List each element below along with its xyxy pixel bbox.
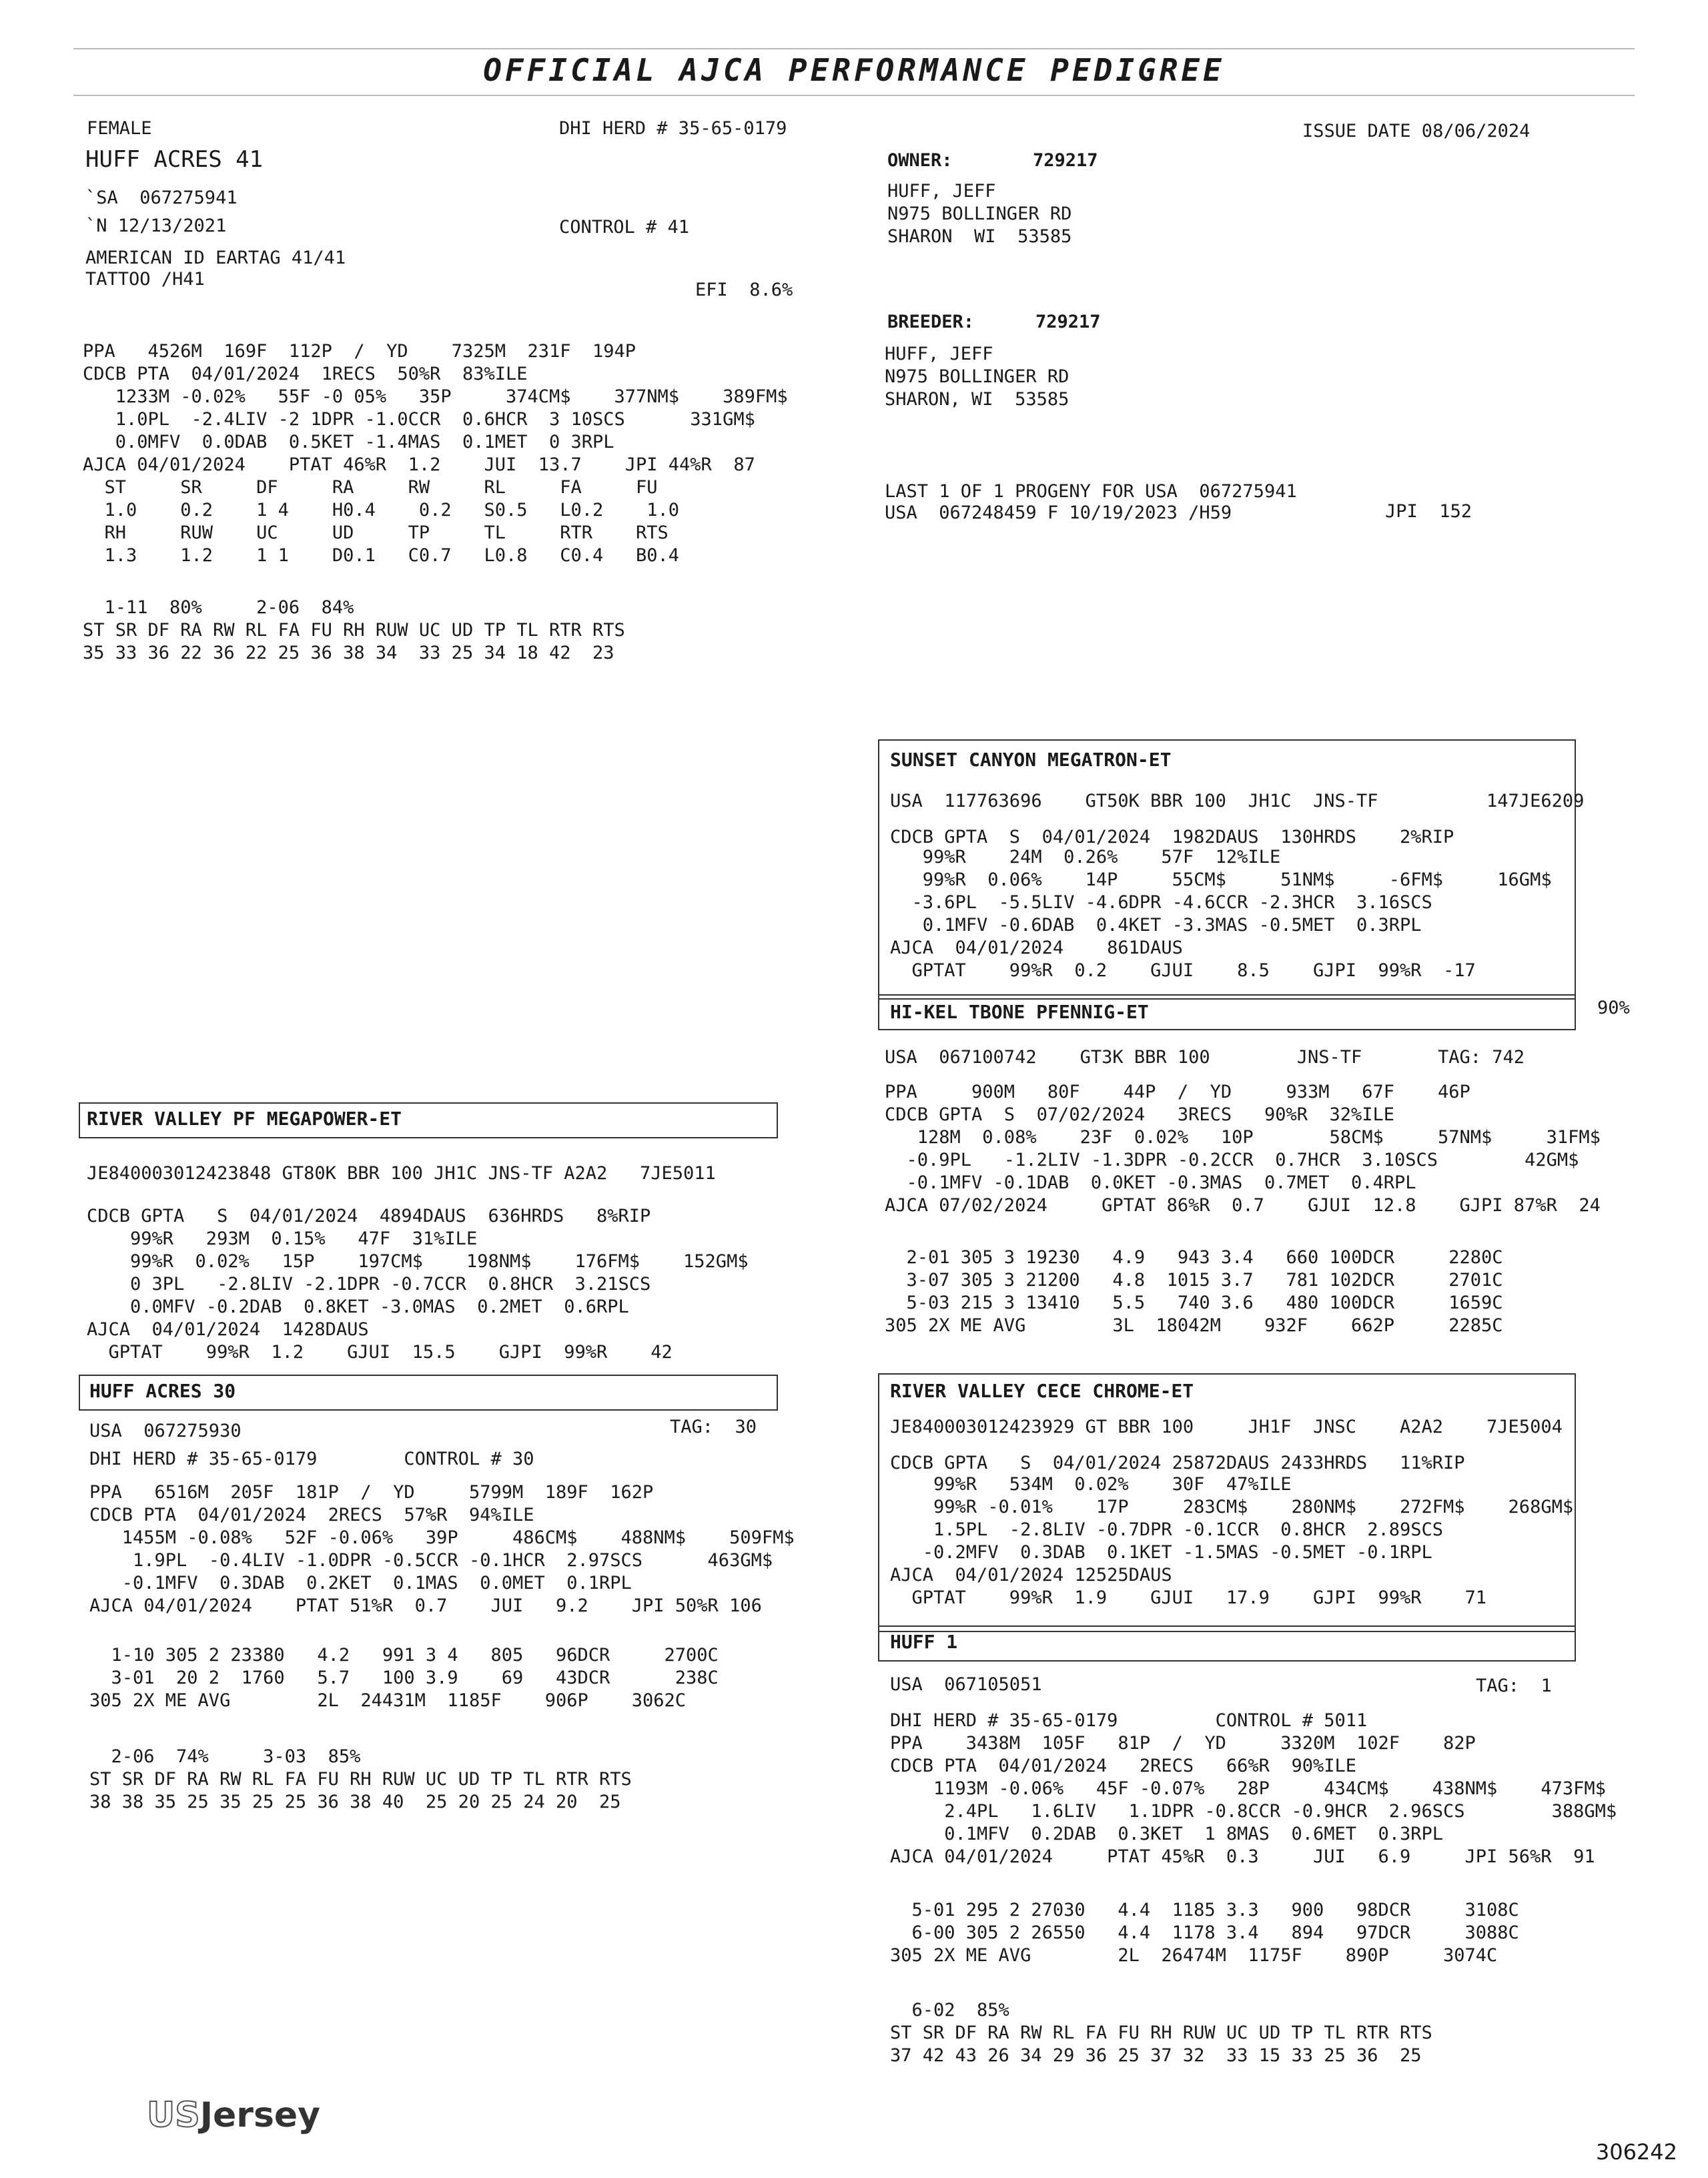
dam-dam-line: 1193M -0.06% 45F -0.07% 28P 434CM$ 438NM$ 473FM$: [890, 1778, 1606, 1799]
animal-line: 1.3 1.2 1 1 D0.1 C0.7 L0.8 C0.4 B0.4: [83, 545, 680, 566]
breeder-id: 729217: [1035, 312, 1101, 332]
animal-line: PPA 4526M 169F 112P / YD 7325M 231F 194P: [83, 341, 636, 362]
animal-line: ST SR DF RA RW RL FA FU: [83, 477, 658, 498]
progeny-line: LAST 1 OF 1 PROGENY FOR USA 067275941: [885, 481, 1297, 502]
dam-sire-reg: JE840003012423929 GT BBR 100 JH1F JNSC A2A2 7JE5004: [890, 1417, 1563, 1437]
sire-dam-record: 2-01 305 3 19230 4.9 943 3.4 660 100DCR 2280C: [885, 1247, 1503, 1268]
dam-dam-name-box: [878, 1625, 1576, 1662]
dam-dam-record: 6-00 305 2 26550 4.4 1178 3.4 894 97DCR 3088C: [890, 1922, 1519, 1943]
breeder-line: HUFF, JEFF: [885, 344, 993, 364]
dam-sire-line: CDCB GPTA S 04/01/2024 25872DAUS 2433HRDS 11%RIP: [890, 1453, 1465, 1473]
sire-dam-reg: USA 067100742 GT3K BBR 100 JNS-TF TAG: 742: [885, 1047, 1525, 1068]
dam-line: AJCA 04/01/2024 PTAT 51%R 0.7 JUI 9.2 JPI 50%R 106: [89, 1595, 762, 1616]
issue-date: ISSUE DATE 08/06/2024: [1302, 121, 1531, 141]
dam-dam-class-line: ST SR DF RA RW RL FA FU RH RUW UC UD TP TL RTR RTS: [890, 2023, 1432, 2043]
dam-sire-line: 99%R -0.01% 17P 283CM$ 280NM$ 272FM$ 268GM$: [890, 1497, 1574, 1517]
dam-tag: TAG: 30: [670, 1417, 757, 1437]
usjersey-logo: [147, 2095, 320, 2135]
sire-line: 0 3PL -2.8LIV -2.1DPR -0.7CCR 0.8HCR 3.21SCS: [87, 1274, 651, 1295]
dam-record: 1-10 305 2 23380 4.2 991 3 4 805 96DCR 2700C: [89, 1645, 719, 1666]
dam-reg: USA 067275930: [89, 1421, 242, 1441]
sire-name: RIVER VALLEY PF MEGAPOWER-ET: [87, 1108, 402, 1130]
animal-eartag: AMERICAN ID EARTAG 41/41: [85, 248, 346, 268]
dam-dam-class-line: 37 42 43 26 34 29 36 25 37 32 33 15 33 25 36 25: [890, 2045, 1422, 2066]
dam-dam-line: 2.4PL 1.6LIV 1.1DPR -0.8CCR -0.9HCR 2.96SCS 388GM$: [890, 1801, 1617, 1822]
sire-line: 99%R 293M 0.15% 47F 31%ILE: [87, 1228, 478, 1249]
sire-sire-line: AJCA 04/01/2024 861DAUS: [890, 938, 1183, 958]
owner-label: OWNER:: [887, 150, 953, 171]
dam-dam-reg: USA 067105051: [890, 1674, 1042, 1695]
sire-dam-record: 5-03 215 3 13410 5.5 740 3.6 480 100DCR 1659C: [885, 1293, 1503, 1313]
dam-sire-line: GPTAT 99%R 1.9 GJUI 17.9 GJPI 99%R 71: [890, 1587, 1487, 1608]
top-rule: [73, 48, 1635, 49]
sire-dam-record: 305 2X ME AVG 3L 18042M 932F 662P 2285C: [885, 1315, 1503, 1336]
animal-line: RH RUW UC UD TP TL RTR RTS: [83, 522, 669, 543]
owner-id: 729217: [1033, 150, 1098, 171]
logo-jersey-text: Jersey: [199, 2095, 321, 2135]
sire-dam-line: AJCA 07/02/2024 GPTAT 86%R 0.7 GJUI 12.8 GJPI 87%R 24: [885, 1195, 1601, 1216]
animal-control: CONTROL # 41: [559, 217, 690, 238]
sire-line: AJCA 04/01/2024 1428DAUS: [87, 1319, 369, 1340]
sire-dam-line: 128M 0.08% 23F 0.02% 10P 58CM$ 57NM$ 31FM$: [885, 1127, 1601, 1148]
dam-class-line: 38 38 35 25 35 25 25 36 38 40 25 20 25 24 20 25: [89, 1792, 621, 1812]
dam-line: -0.1MFV 0.3DAB 0.2KET 0.1MAS 0.0MET 0.1RPL: [89, 1573, 632, 1593]
sire-line: CDCB GPTA S 04/01/2024 4894DAUS 636HRDS 8%RIP: [87, 1206, 651, 1226]
dam-sire-line: 99%R 534M 0.02% 30F 47%ILE: [890, 1474, 1292, 1495]
animal-line: 0.0MFV 0.0DAB 0.5KET -1.4MAS 0.1MET 0 3RPL: [83, 432, 614, 452]
animal-line: 1.0PL -2.4LIV -2 1DPR -1.0CCR 0.6HCR 3 10SCS 331GM$: [83, 409, 755, 430]
animal-sex: FEMALE: [87, 118, 152, 139]
progeny-line: USA 067248459 F 10/19/2023 /H59: [885, 502, 1232, 523]
dam-dam-line: PPA 3438M 105F 81P / YD 3320M 102F 82P: [890, 1733, 1476, 1754]
dam-dam-line: CDCB PTA 04/01/2024 2RECS 66%R 90%ILE: [890, 1756, 1356, 1776]
animal-line: CDCB PTA 04/01/2024 1RECS 50%R 83%ILE: [83, 364, 528, 384]
animal-line: 1.0 0.2 1 4 H0.4 0.2 S0.5 L0.2 1.0: [83, 500, 680, 520]
document-number: 306242: [1595, 2139, 1677, 2165]
sire-sire-reg: USA 117763696 GT50K BBR 100 JH1C JNS-TF 147JE6209: [890, 791, 1585, 811]
dam-record: 305 2X ME AVG 2L 24431M 1185F 906P 3062C: [89, 1690, 687, 1711]
sire-dam-line: CDCB GPTA S 07/02/2024 3RECS 90%R 32%ILE: [885, 1104, 1395, 1125]
sire-line: 99%R 0.02% 15P 197CM$ 198NM$ 176FM$ 152GM$: [87, 1251, 749, 1272]
dam-dam-record: 5-01 295 2 27030 4.4 1185 3.3 900 98DCR 3108C: [890, 1900, 1519, 1920]
animal-class-line: ST SR DF RA RW RL FA FU RH RUW UC UD TP TL RTR RTS: [83, 620, 625, 641]
dam-sire-line: AJCA 04/01/2024 12525DAUS: [890, 1565, 1172, 1585]
animal-class-line: 1-11 80% 2-06 84%: [83, 597, 354, 618]
animal-tattoo: TATTOO /H41: [85, 269, 205, 290]
sire-line: JE840003012423848 GT80K BBR 100 JH1C JNS-TF A2A2 7JE5011: [87, 1163, 716, 1184]
sire-dam-line: -0.1MFV -0.1DAB 0.0KET -0.3MAS 0.7MET 0.4RPL: [885, 1172, 1416, 1193]
sire-dam-line: PPA 900M 80F 44P / YD 933M 67F 46P: [885, 1082, 1470, 1102]
breeder-line: SHARON, WI 53585: [885, 389, 1070, 410]
dam-line: 1.9PL -0.4LIV -1.0DPR -0.5CCR -0.1HCR 2.97SCS 463GM$: [89, 1550, 773, 1571]
dam-dam-name: HUFF 1: [890, 1631, 958, 1653]
sire-line: GPTAT 99%R 1.2 GJUI 15.5 GJPI 99%R 42: [87, 1342, 673, 1363]
progeny-jpi: JPI 152: [1385, 501, 1472, 522]
dam-dam-line: AJCA 04/01/2024 PTAT 45%R 0.3 JUI 6.9 JPI 56%R 91: [890, 1846, 1595, 1867]
dam-name: HUFF ACRES 30: [89, 1380, 236, 1402]
dam-sire-name: RIVER VALLEY CECE CHROME-ET: [890, 1380, 1194, 1402]
sire-dam-line: -0.9PL -1.2LIV -1.3DPR -0.2CCR 0.7HCR 3.10SCS 42GM$: [885, 1150, 1579, 1170]
sire-dam-record: 3-07 305 3 21200 4.8 1015 3.7 781 102DCR 2701C: [885, 1270, 1503, 1291]
dam-dam-tag: TAG: 1: [1476, 1676, 1552, 1696]
dam-dam-class-line: 6-02 85%: [890, 2000, 1009, 2021]
sire-sire-line: GPTAT 99%R 0.2 GJUI 8.5 GJPI 99%R -17: [890, 960, 1476, 981]
page-title: OFFICIAL AJCA PERFORMANCE PEDIGREE: [483, 52, 1225, 88]
dam-line: CDCB PTA 04/01/2024 2RECS 57%R 94%ILE: [89, 1505, 534, 1525]
dam-dam-record: 305 2X ME AVG 2L 26474M 1175F 890P 3074C: [890, 1945, 1498, 1966]
animal-efi: EFI 8.6%: [695, 280, 793, 300]
sire-sire-line: 99%R 24M 0.26% 57F 12%ILE: [890, 847, 1281, 867]
dam-line: PPA 6516M 205F 181P / YD 5799M 189F 162P: [89, 1482, 654, 1503]
sire-dam-pct: 90%: [1597, 998, 1630, 1018]
sire-sire-name: SUNSET CANYON MEGATRON-ET: [890, 749, 1172, 771]
breeder-label: BREEDER:: [887, 312, 975, 332]
sire-dam-name: HI-KEL TBONE PFENNIG-ET: [890, 1001, 1149, 1023]
logo-us-text: US: [147, 2095, 200, 2135]
sire-line: 0.0MFV -0.2DAB 0.8KET -3.0MAS 0.2MET 0.6RPL: [87, 1297, 629, 1317]
dam-line: DHI HERD # 35-65-0179 CONTROL # 30: [89, 1449, 534, 1469]
breeder-line: N975 BOLLINGER RD: [885, 366, 1070, 387]
title-rule: [73, 95, 1635, 96]
sire-sire-line: CDCB GPTA S 04/01/2024 1982DAUS 130HRDS 2%RIP: [890, 827, 1454, 847]
sire-sire-line: -3.6PL -5.5LIV -4.6DPR -4.6CCR -2.3HCR 3.16SCS: [890, 892, 1432, 913]
dam-class-line: ST SR DF RA RW RL FA FU RH RUW UC UD TP TL RTR RTS: [89, 1769, 632, 1790]
owner-line: N975 BOLLINGER RD: [887, 204, 1072, 224]
dam-dam-line: DHI HERD # 35-65-0179 CONTROL # 5011: [890, 1710, 1368, 1731]
owner-line: HUFF, JEFF: [887, 181, 996, 202]
animal-reg: `SA 067275941: [85, 188, 238, 208]
animal-line: 1233M -0.02% 55F -0 05% 35P 374CM$ 377NM$ 389FM$: [83, 386, 788, 407]
sire-sire-line: 0.1MFV -0.6DAB 0.4KET -3.3MAS -0.5MET 0.3RPL: [890, 915, 1422, 936]
dam-record: 3-01 20 2 1760 5.7 100 3.9 69 43DCR 238C: [89, 1668, 719, 1688]
animal-class-line: 35 33 36 22 36 22 25 36 38 34 33 25 34 18 42 23: [83, 643, 614, 663]
dam-class-line: 2-06 74% 3-03 85%: [89, 1746, 361, 1767]
animal-herd: DHI HERD # 35-65-0179: [559, 118, 787, 139]
dam-sire-line: -0.2MFV 0.3DAB 0.1KET -1.5MAS -0.5MET -0.1RPL: [890, 1542, 1432, 1563]
sire-sire-line: 99%R 0.06% 14P 55CM$ 51NM$ -6FM$ 16GM$: [890, 869, 1552, 890]
animal-name: HUFF ACRES 41: [85, 146, 264, 173]
owner-line: SHARON WI 53585: [887, 226, 1072, 247]
dam-dam-line: 0.1MFV 0.2DAB 0.3KET 1 8MAS 0.6MET 0.3RPL: [890, 1824, 1444, 1844]
dam-line: 1455M -0.08% 52F -0.06% 39P 486CM$ 488NM$ 509FM$: [89, 1527, 795, 1548]
animal-line: AJCA 04/01/2024 PTAT 46%R 1.2 JUI 13.7 JPI 44%R 87: [83, 454, 755, 475]
dam-sire-line: 1.5PL -2.8LIV -0.7DPR -0.1CCR 0.8HCR 2.89SCS: [890, 1519, 1444, 1540]
animal-born: `N 12/13/2021: [85, 216, 227, 236]
